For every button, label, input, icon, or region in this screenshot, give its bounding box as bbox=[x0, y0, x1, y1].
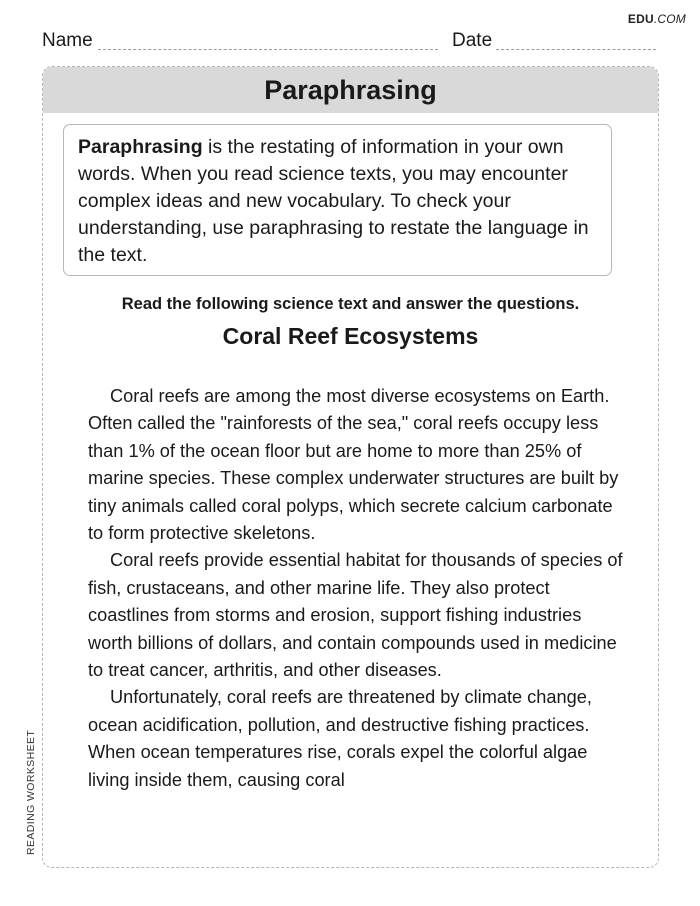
definition-box bbox=[63, 124, 612, 276]
definition-term: Paraphrasing bbox=[78, 136, 203, 158]
title-bar bbox=[43, 67, 658, 113]
name-write-line[interactable] bbox=[98, 49, 438, 50]
definition-text: is the restating of information in your own words. When you read science texts, you may encounter complex ideas and new vocabulary. To check your understanding, use paraphrasing to restate the language in the text. bbox=[78, 136, 589, 266]
name-label: Name bbox=[42, 30, 93, 51]
side-label: READING WORKSHEET bbox=[25, 729, 37, 855]
date-label: Date bbox=[452, 30, 493, 51]
passage-title: Coral Reef Ecosystems bbox=[222, 323, 479, 349]
passage-paragraph: Unfortunately, coral reefs are threatened by climate change, ocean acidification, pollution, and destructive fishing practices. When ocean temperatures rise, corals expel the colorful algae living inside them, causing coral bbox=[88, 687, 592, 790]
brand-logo-bold: EDU bbox=[627, 12, 654, 26]
student-info-row bbox=[42, 30, 656, 52]
passage-body bbox=[88, 383, 628, 794]
passage-paragraph: Coral reefs provide essential habitat for thousands of species of fish, crustaceans, and other marine life. They also protect coastlines from storms and erosion, support fishing industries worth billions of dollars, and contain compounds used in medicine to treat cancer, arthritis, and other diseases. bbox=[88, 550, 623, 681]
worksheet-title: Paraphrasing bbox=[264, 74, 437, 105]
worksheet-frame bbox=[42, 66, 659, 868]
brand-logo bbox=[628, 12, 686, 26]
date-write-line[interactable] bbox=[496, 49, 656, 50]
passage-paragraph: Coral reefs are among the most diverse ecosystems on Earth. Often called the "rainforests of the sea," coral reefs occupy less than 1% of the ocean floor but are home to more than 25% of marine species. These complex underwater structures are built by tiny animals called coral polyps, which secrete calcium carbonate to form protective skeletons. bbox=[88, 386, 619, 544]
brand-logo-domain: .COM bbox=[653, 12, 686, 26]
instruction-text: Read the following science text and answer the questions. bbox=[121, 295, 580, 313]
